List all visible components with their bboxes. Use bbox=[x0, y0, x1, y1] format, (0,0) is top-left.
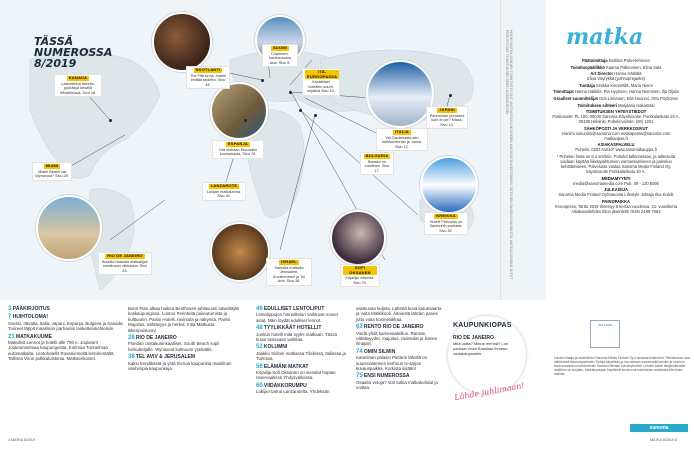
colophon-line: Art Director Hanna Härkälä Elina Väyrykka (pohnoprejaeks) bbox=[587, 71, 645, 82]
toc-column-4 bbox=[356, 306, 444, 393]
label-israel[interactable]: ISRAEL Samalla matkalla Jerusalem, Kuolleenmeri ja Tel Aviv. Sivu 38. bbox=[266, 258, 312, 286]
fine-print: Lehden tilaaja-ja osoitetiedot Sanoma Media Finland Oy:n asiakasrekisterissä. Rekisterissä ovat nähtävissä tietosuojaseloste. Tietoja käytetään ja luovutetaan suoramarkkinointiin ja muuhun tavanomaiseen markkinointiin Sanoma Median kohderyhmistä. Lehden kaikki tekijänoikeudet sisältöön on suojattu. Matkakuvaajan käyttämät kuvat ovat toimituksen arkistosta ellei toisin mainita. bbox=[554, 356, 690, 376]
label-italia[interactable]: ITALIA Val Gardenasta sen herkkuminnan ja -kuusi. Sivu 12. bbox=[376, 128, 428, 151]
matka-logo: matka bbox=[566, 24, 644, 50]
photo-sofi-oksanen bbox=[330, 210, 386, 266]
colophon-line: TOIMITUKSEN YHTEYSTIEDOT Postiosoite: PL 100, 00040 Sanoma Käyntiosoite: Porkkalankatu 20 A, 00180 Helsinki. Puhelinvaihde: (09) 1201 bbox=[552, 109, 680, 125]
toc-item[interactable]: 48 TYYLIKKÄÄT HOTELLIT Jonkun hotelli mitä syyks matkaan. Tässä kuusi tosissaan valintaa. bbox=[256, 325, 337, 343]
photo-santorini bbox=[420, 156, 478, 214]
city-guide-heading: RIO DE JANEIRO bbox=[453, 335, 494, 341]
toc-item[interactable]: 28 RIO DE JANEIRO Floridan rantakuninkaalliset. South Beach sopii herkutteljalle. Wynwood kulttuurin ystävälle. bbox=[128, 335, 220, 352]
photo-rio bbox=[36, 195, 102, 261]
photo-scotland-hotel bbox=[152, 12, 212, 72]
footer-left: 4 MATKA 8/2019 bbox=[8, 438, 35, 442]
colophon-line: Päätoimittaja Katriina Palo-Nehnnen bbox=[582, 58, 650, 63]
label-suomi[interactable]: SUOMI Chamonix, fondueruokia alue. Sivu 8. bbox=[262, 44, 298, 67]
city-guide-title: KAUPUNKIOPAS bbox=[453, 322, 512, 329]
toc-column-1 bbox=[8, 306, 124, 364]
map-dot bbox=[299, 109, 302, 112]
photo-israel-market bbox=[210, 222, 270, 282]
issue-title-line1: TÄSSÄ bbox=[34, 35, 74, 48]
colophon-line: Tuottaja Sinikka Kierenttilä, Maria Niemi bbox=[579, 82, 653, 88]
colophon-line: Toimittajat Hanna Hakkila, Pia Hyytinen, Hanna Nieminen, Ilja Oljala bbox=[553, 89, 679, 95]
photo-val-gardena bbox=[366, 60, 434, 128]
toc-item[interactable]: 52 KOLUMNI Jaakko Selinin matkassa Tšekissä, Italiassa ja Turkissa. bbox=[256, 344, 346, 362]
colophon-line: Toimituksen sihteeri Marjaana Hakamäki bbox=[577, 102, 655, 108]
issue-title bbox=[34, 36, 112, 69]
city-guide-text: Mitä uutta? Minne mennä? Lue parhaat vinkit Brasilian ihmeen rantakaupunkiin. bbox=[453, 341, 509, 356]
label-miami[interactable]: MIAMI Miami Beach vai Wynwood? Sivu 28. bbox=[32, 162, 72, 181]
toc-item[interactable]: 56 ELÄMÄNI MATKAT Kirjailija Sofi Oksanen on vierailut hopian reservaatissa Yhdysvalloissa. bbox=[256, 363, 336, 381]
label-lanzarote[interactable]: LANZAROTE Lukijan matkatarina. Sivu 40. bbox=[202, 182, 246, 201]
label-japani[interactable]: JAPANI Paremman puutarha kuin ei ole? Missä. Sivu 14. bbox=[426, 106, 468, 129]
label-ita-euroopassa[interactable]: ITÄ-EUROOPASSA Kristalliset hotellien suunt. olipäivä Sivu 10. bbox=[302, 68, 340, 96]
toc-column-3 bbox=[256, 306, 348, 397]
label-espanja[interactable]: ESPANJA Ota mukaan Escorialin kuorsukasta. Sivu 76. bbox=[212, 140, 264, 159]
colophon-line: MEDIAMYYNTI media@sanomamedia.com Puh. 09 - 120 5090 bbox=[573, 175, 659, 186]
issue-title-line2: NUMEROSSA bbox=[34, 46, 113, 59]
issue-title-line3: 8/2019 bbox=[34, 57, 77, 70]
colophon-line: ASIAKASPALVELU Puhelin: 0203 51010* www.sanomakauppa.fi bbox=[575, 142, 657, 153]
label-kanada[interactable]: KANADA Laskettelua talvella, pyöräilyä kesällä Whistlerissä. Sivu 18. bbox=[54, 74, 102, 97]
sanoma-logo: sanoma bbox=[630, 424, 688, 432]
toc-item[interactable]: 74 OMIN SILMIN Katariinan palasin Pietarin lähellä on suurenasteinen kerhoun tv-sarjan kuvauspaikka. Kurkista sisään! bbox=[356, 348, 428, 372]
label-skotlanti[interactable]: SKOTLANTI The Fife Arms -hotelli esittää taidetta. Sivu 48. bbox=[186, 66, 230, 89]
colophon bbox=[552, 58, 680, 215]
colophon-line: SÄHKÖPOSTI JA VERKKOSIVUT etunimi.sukunimi@sanoma.com matkapostia@sanoma.com matkaopas.fi bbox=[561, 125, 671, 141]
toc-item[interactable]: 60 VIIDAKKORUMPU Lukijan tarina Lanzarotelta. Yhdeksän bbox=[256, 382, 330, 395]
side-disclaimer: HUOM! MATKA-LEHDEN TOIMITUS EI OLE VASTUUSSA LUKIJOIDEN MATKOISTA KERTOMIEN TIETOJEN OIKEELLISUUDESTA. MATKA-LEHDEN JUTUT PERUSTUVAT TOIMITUKSEN OMIIN KOKEMUKSIIN. bbox=[505, 30, 513, 280]
toc-item[interactable]: Bonn Pian alkaa huikea Beethoven-juhlavuosi sävelitäjän kotikaupungissa. Lontoo Perinteitä pukeutumista ja kulttuuriin. Pariisi Hotelli, ravintola ja näkymiä. Pariisi Majoitus, nähtävyys ja herkut. Intia Matkusta tiikeripuistoon! bbox=[128, 306, 240, 333]
colophon-line: Graafiset suunnittelijat Outi Linnanen, Eila Nuorevi, Otto Pöyhönen bbox=[553, 95, 679, 101]
colophon-line: Toimituspäällikkö Kaarna Pallervinen, Elina Sala bbox=[570, 64, 662, 70]
map-dot bbox=[449, 94, 452, 97]
toc-item[interactable]: 63 RENTO RIO DE JANEIRO Viedä yhdit karnevaaleillon. Rannat, nähtävyydet, majoitus, ravintolat ja iloinen ilmapiiri. bbox=[356, 324, 438, 347]
footer-right: MATKA 8/2019 5 bbox=[650, 438, 677, 442]
label-bulgaria[interactable]: BULGARIA Bansko on edullinen. Sivu 17. bbox=[360, 152, 394, 175]
toc-item[interactable]: 3 PÄÄKIRJOITUS bbox=[8, 306, 50, 312]
handwritten-note: Lähde juhlimaan! bbox=[453, 380, 526, 403]
toc-column-2 bbox=[128, 306, 240, 373]
toc-item[interactable]: 7 HUIHTOLOMA! Sveitsi, Itävalta, Italia, Japani, Espanja, Bulgaria ja Kanada. Tuoreet täppit maailman parhaisiin laskettelukohteisiin. bbox=[8, 314, 124, 332]
label-rio[interactable]: RIO DE JANEIRO Brasilia haastaa matkailijan mielikuvan vilkkaana. Sivu 63. bbox=[98, 252, 152, 275]
colophon-line: * Puhelun hinta on 8,4 snt/min. Puhelut tallennetaan, ja tallenteita voidaan käyttää liiketapahtumien varmentamiseen ja palvelun kehittämiseen. Palvelusta vastaa Sanoma Media Finland Oy, käyntiosoite Porkkalankatu 20 A. bbox=[556, 153, 676, 174]
toc-item[interactable]: 21 MATKAKUUME Maledivit Lennot ja hotelli alle 700 e. Joulutorit Joulutunnelmaa kaupungeista. Kotimaa Tunnelmaa automatkalta. Lentohotellit Rovaniemeltä lentokentältä. Tallinna Viron pulkkaluistimia. Matkaerikoiset. bbox=[8, 333, 115, 362]
label-sofi-oksanen[interactable]: SOFI OKSANEN Kirjailija rohkeaa. Sivu 74. bbox=[340, 264, 380, 287]
map-dot bbox=[261, 79, 264, 82]
map-dot bbox=[109, 119, 112, 122]
map-dot bbox=[314, 114, 317, 117]
map-dot bbox=[289, 91, 292, 94]
certification-badge: ISO 14001 bbox=[590, 320, 620, 348]
toc-item[interactable]: 38 TEL AVIV & JERUSALEM Kaksi trendikästä ja yhtä hienoa kaupunkia maailman vanhimpia kaupunkeja. bbox=[128, 354, 232, 372]
colophon-line: JULKAISIJA Sanoma Media Finland Oy/Sanoma Lifestyle Johtaja Ilna Kulvik bbox=[558, 187, 674, 198]
photo-spain bbox=[210, 82, 268, 140]
label-kreikka[interactable]: KREIKKA Hotelli Perivolas on Santorinin parhaita. Sivu 52. bbox=[424, 212, 468, 235]
toc-item[interactable]: valokuvaa kuljeta. Lähettä kuva katunsaarta ja voita Matkikooli. Ääniestä lähden panee juttu voita kosmetiikkaa. bbox=[356, 306, 442, 322]
colophon-line: PAINOPAIKKA Kroonpress, Tartto 2019 Ilmestyy 8 kertaa vuodessa. 21. vuosikerta Aikakausilehden liiton jäsenlehti ISSN 2489-7094 bbox=[554, 198, 678, 214]
toc-item[interactable]: 46 EDULLISET LENTOLIPUT Lentolippujen hinnoittelun vaihtuvat monet asiat. Näin löydät edulliset lennot. bbox=[256, 306, 339, 323]
map-dot bbox=[244, 119, 247, 122]
toc-item[interactable]: 75 ENSI NUMEROSSA Osaaltu vetoja? Voit tutkia matkakohdat ja voittaa. bbox=[356, 373, 438, 391]
column-divider bbox=[500, 0, 501, 300]
